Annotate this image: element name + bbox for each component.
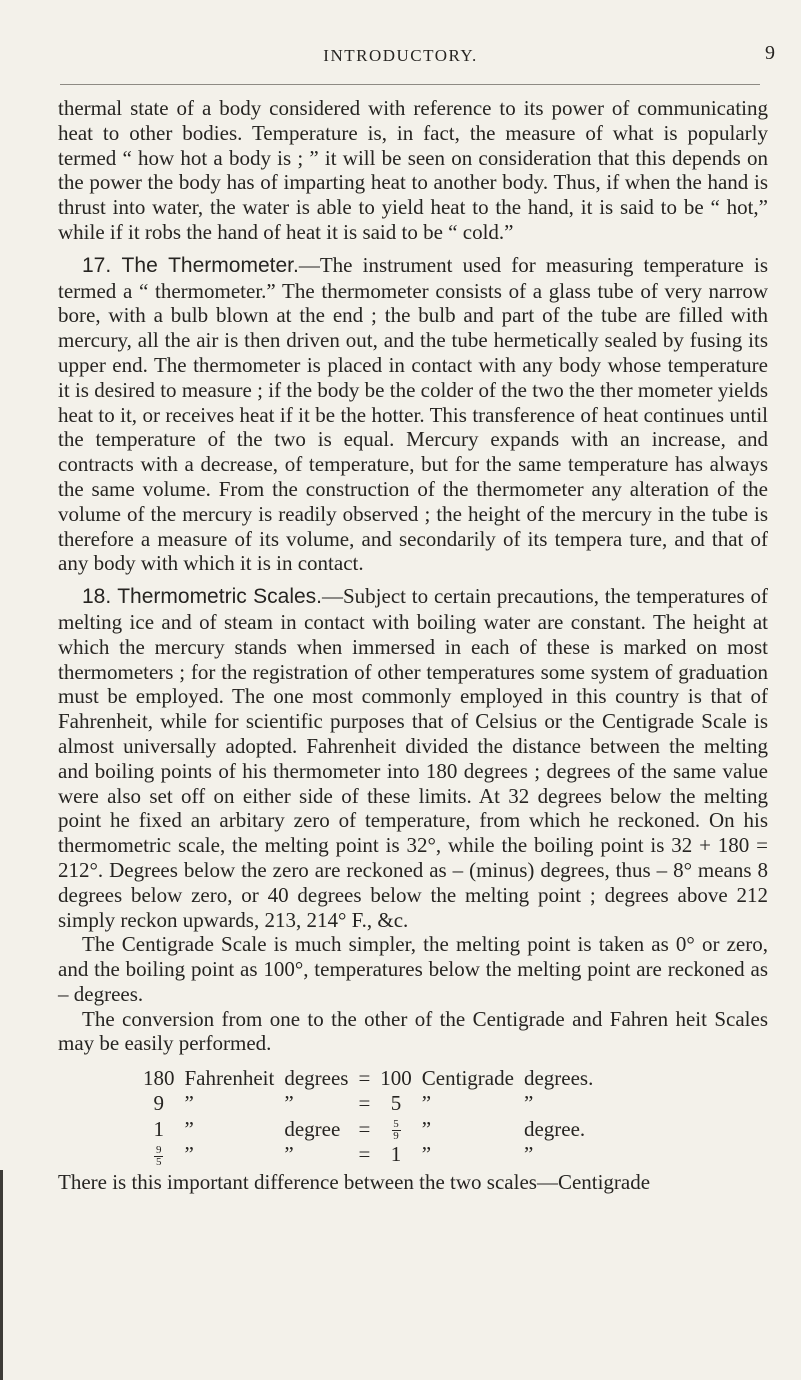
conv-c-value: 5	[390, 1091, 402, 1116]
section-18-text: —Subject to certain precautions, the temperatures of melting ice and of steam in contact with boiling water are constant. The height at which the mercury stands when immersed in each of these is marked on most thermometers ; for the registration of other temperatures some system of graduation must be employed. The one most commonly employed in this country is that of Fahrenheit, while for scientific purposes that of Celsius or the Centigrade Scale is almost universally adopted. Fahrenheit divided the distance between the melting and boiling points of his thermometer into 180 degrees ; degrees of the same value were also set off on either side of these limits. At 32 degrees below the melting point he fixed an arbitary zero of temperature, from which he reckoned. On his thermometric scale, the melting point is 32°, while the boiling point is 32 + 180 = 212°. Degrees below the zero are reckoned as – (minus) degrees, thus – 8° means 8 degrees below zero, or 40 degrees below the melting point ; degrees above 212 simply reckon upwards, 213, 214° F., &c.	[58, 584, 768, 932]
conv-c-scale: ”	[421, 1142, 432, 1167]
section-heading-thermometric-scales: 18. Thermometric Scales.	[82, 585, 322, 609]
conv-f-unit: degrees	[284, 1066, 349, 1091]
section-17-text: —The instrument used for measuring temperature is termed a “ thermometer.” The thermometer consists of a glass tube of very narrow bore, with a bulb blown at the end ; the bulb and part of the tube are filled with mercury, all the air is then driven out, and the tube hermetically sealed by fusing its upper end. The thermometer is placed in contact with any body whose temperature it is desired to measure ; if the body be the colder of the two the ther mometer yields heat to it, or receives heat if it be the hotter. This transference of heat continues until the temperature of the two is equal. Mercury expands with an increase, and contracts with a decrease, of temperature, but for the same temperature has always the same volume. From the construction of the thermometer any alteration of the volume of the mercury is readily observed ; the height of the mercury in the tube is therefore a measure of its volume, and secondarily of its tempera ture, and that of any body with which it is in contact.	[58, 252, 768, 576]
conv-c-fraction	[375, 1116, 417, 1142]
running-head	[0, 0, 801, 78]
conv-f-unit: ”	[284, 1142, 294, 1167]
conversion-table	[138, 1066, 598, 1167]
conv-f-scale: ”	[184, 1142, 194, 1167]
conv-equals: =	[358, 1116, 371, 1141]
conv-c-unit: degree.	[523, 1116, 586, 1141]
fraction-denominator: 5	[156, 1155, 162, 1168]
fraction-numerator: 5	[393, 1117, 399, 1130]
conv-equals: =	[358, 1142, 371, 1167]
conv-f-value: 180	[143, 1066, 175, 1091]
page-number: 9	[765, 42, 775, 64]
section-heading-thermometer: 17. The Thermometer.	[82, 253, 299, 277]
header-rule	[60, 84, 760, 85]
paragraph-closing: There is this important difference between the two scales—Centigrade	[58, 1169, 651, 1194]
conv-f-unit: ”	[284, 1091, 294, 1116]
conv-equals: =	[358, 1066, 371, 1091]
conversion-row	[138, 1116, 598, 1142]
paragraph-continued: thermal state of a body considered with reference to its power of communicating heat to other bodies. Temperature is, in fact, the measure of what is popularly termed “ how hot a body is ; ” it will be seen on consideration that this depends on the power the body has of imparting heat to another body. Thus, if when the hand is thrust into water, the water is able to yield heat to the hand, it is said to be “ hot,” while if it robs the hand of heat it is said to be “ cold.”	[58, 96, 768, 244]
section-18	[58, 584, 768, 932]
conv-f-unit: degree	[284, 1116, 341, 1141]
conv-c-unit: ”	[523, 1142, 534, 1167]
conv-f-fraction	[138, 1142, 180, 1168]
conv-f-value: 9	[153, 1091, 164, 1116]
conversion-row	[138, 1142, 598, 1168]
conv-c-unit: degrees.	[523, 1066, 594, 1091]
body-text	[58, 96, 768, 1194]
conv-f-scale: ”	[184, 1116, 194, 1141]
section-17	[58, 253, 768, 576]
conv-c-value: 100	[380, 1066, 412, 1091]
conv-f-scale: ”	[184, 1091, 194, 1116]
fraction-nine-fifths	[154, 1145, 163, 1168]
conversion-row	[138, 1091, 598, 1116]
conv-c-scale: Centigrade	[421, 1066, 514, 1091]
fraction-five-ninths	[392, 1119, 401, 1142]
conv-c-scale: ”	[421, 1116, 432, 1141]
conversion-row	[138, 1066, 598, 1091]
conv-f-scale: Fahrenheit	[184, 1066, 275, 1091]
paragraph-centigrade: The Centigrade Scale is much simpler, the melting point is taken as 0° or zero, and the boiling point as 100°, temperatures below the melting point are reckoned as – degrees.	[58, 932, 768, 1006]
running-title: INTRODUCTORY.	[323, 46, 478, 65]
page-edge-shadow	[0, 1170, 3, 1380]
conv-f-value: 1	[153, 1116, 164, 1141]
conv-c-unit: ”	[523, 1091, 534, 1116]
conv-c-value: 1	[390, 1142, 402, 1167]
fraction-denominator: 9	[393, 1129, 399, 1142]
conv-c-scale: ”	[421, 1091, 432, 1116]
conv-equals: =	[358, 1091, 371, 1116]
paragraph-conversion: The conversion from one to the other of the Centigrade and Fahren heit Scales may be easily performed.	[58, 1006, 768, 1056]
fraction-numerator: 9	[156, 1143, 162, 1156]
